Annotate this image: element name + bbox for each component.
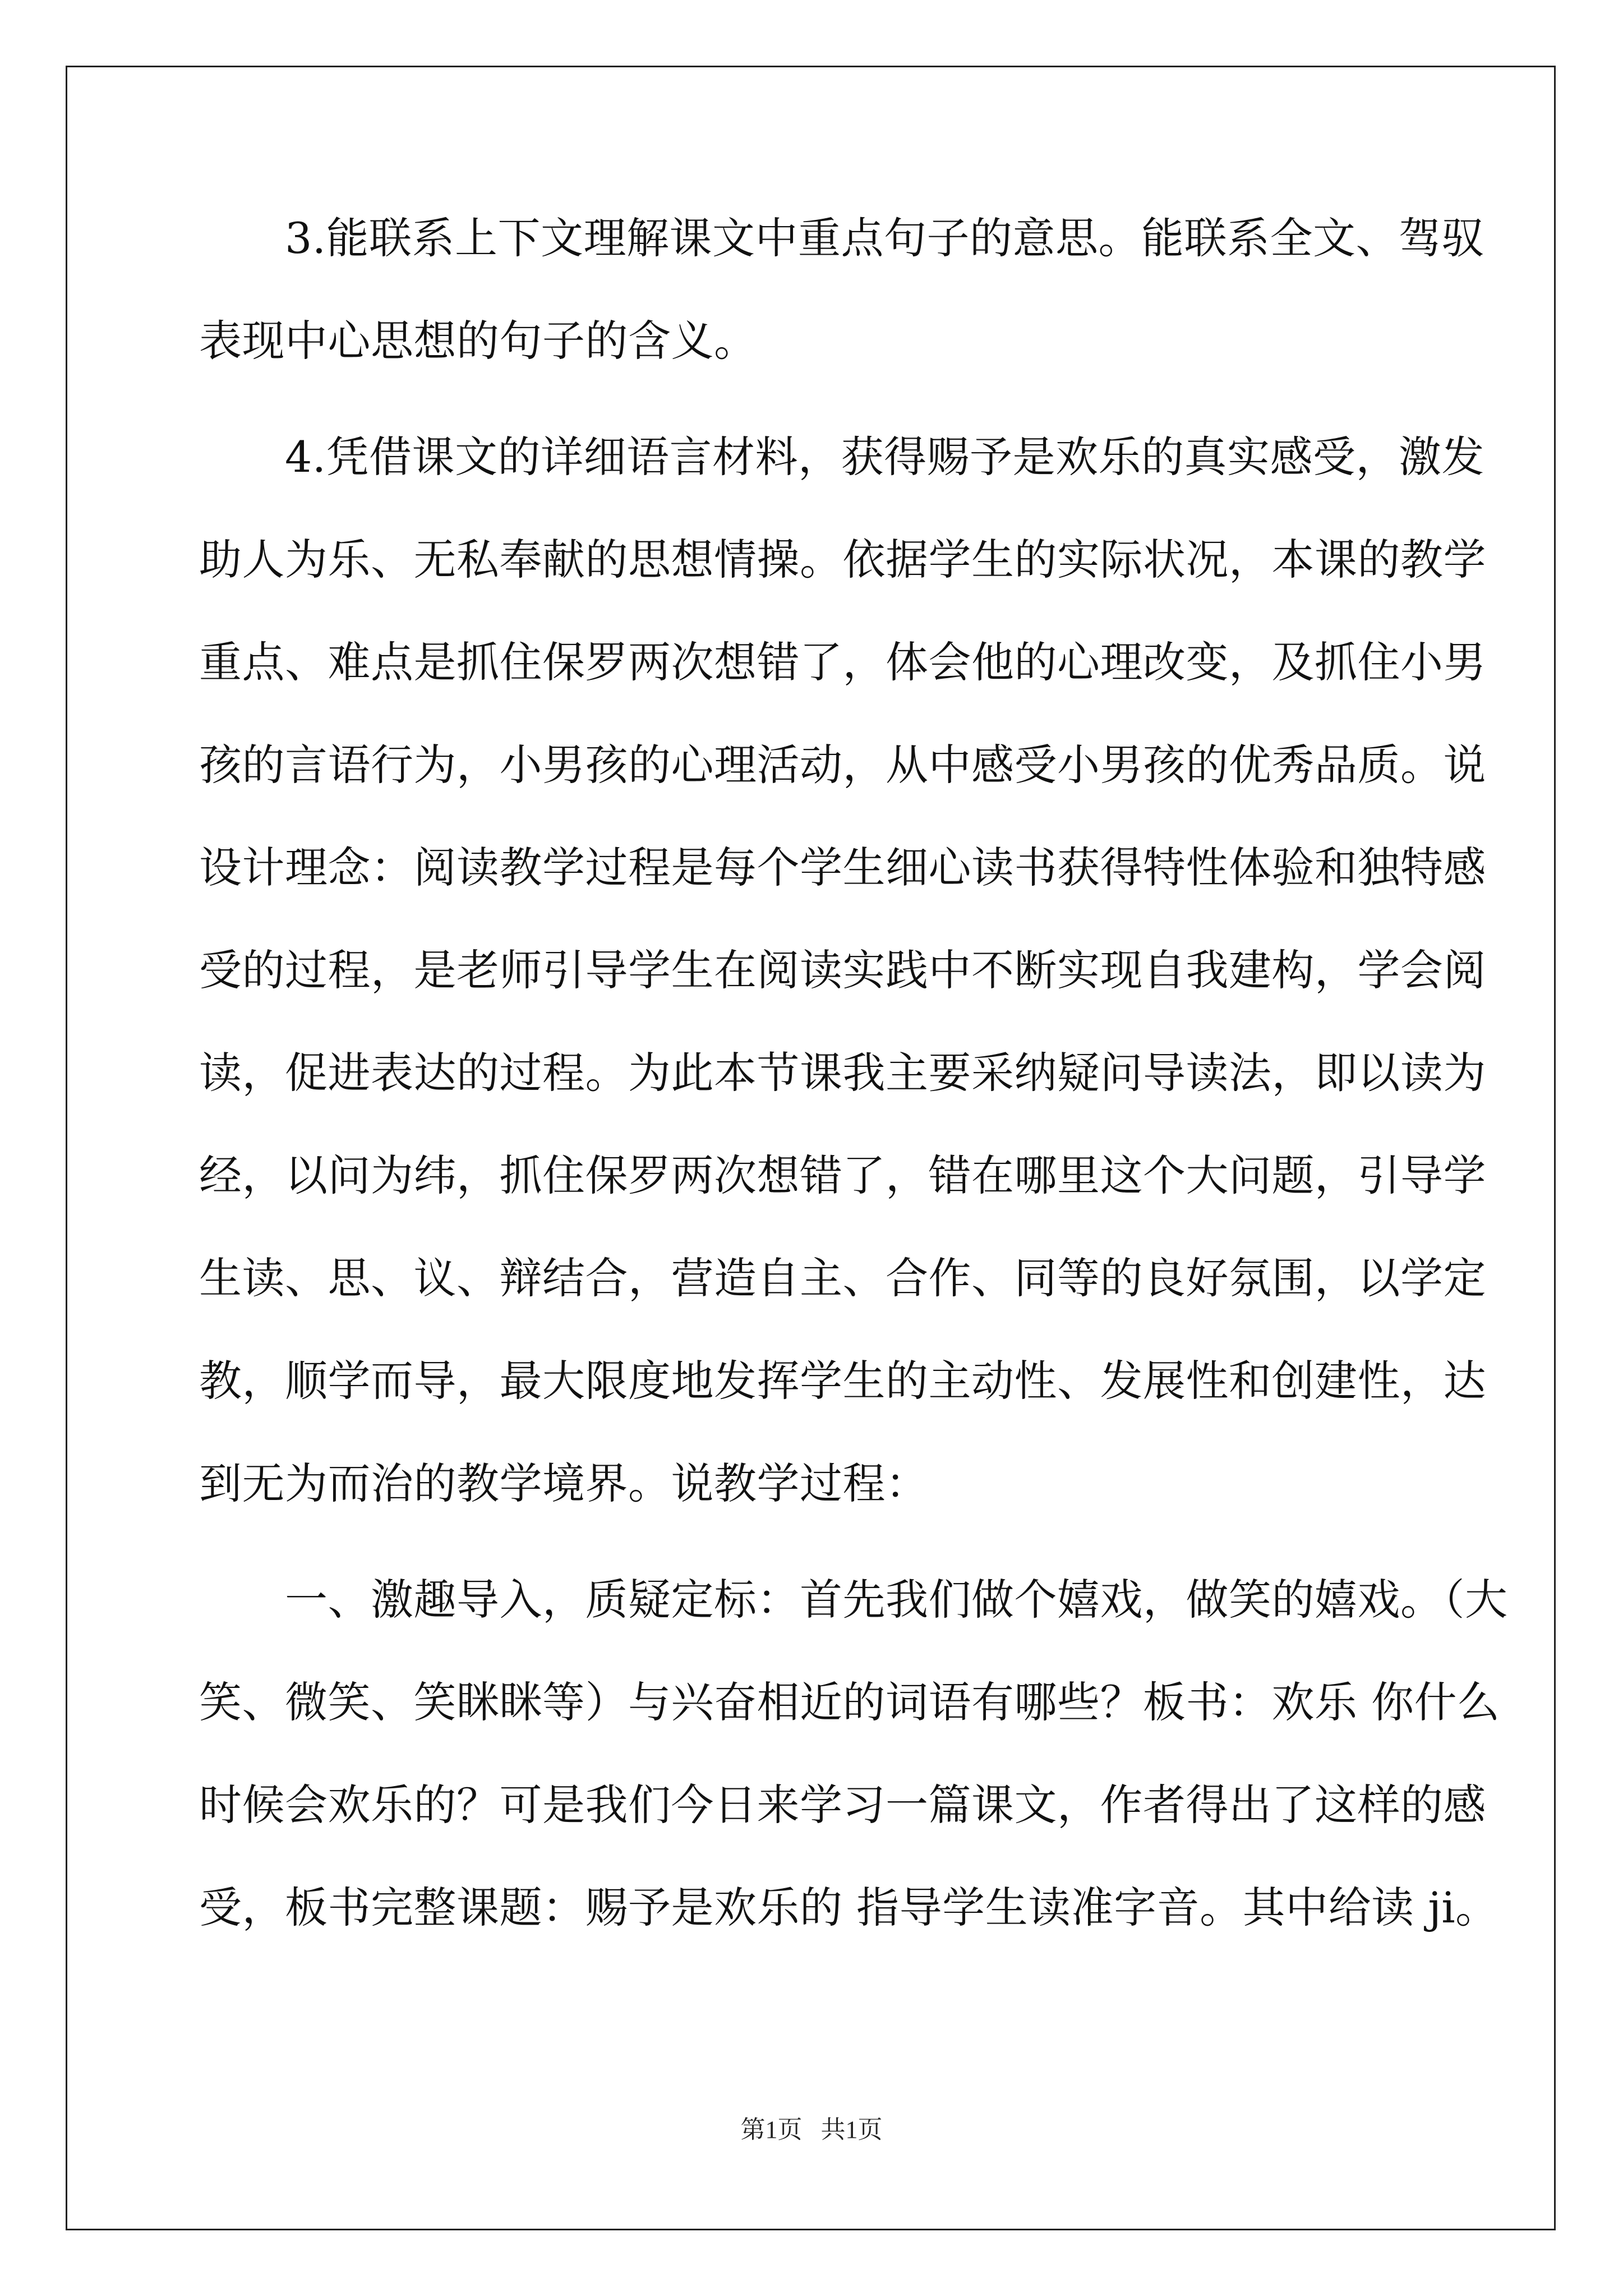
text-line: 教，顺学而导，最大限度地发挥学生的主动性、发展性和创建性，达 — [199, 1356, 1486, 1406]
text-line: 受，板书完整课题：赐予是欢乐的 指导学生读准字音。其中给读 ji。 — [199, 1883, 1498, 1932]
text-line: 一、激趣导入，质疑定标：首先我们做个嬉戏，做笑的嬉戏。（大 — [199, 1575, 1508, 1625]
text-line: 设计理念：阅读教学过程是每个学生细心读书获得特性体验和独特感 — [199, 843, 1486, 892]
text-line: 3.能联系上下文理解课文中重点句子的意思。能联系全文、驾驭 — [199, 213, 1485, 263]
text-line: 重点、难点是抓住保罗两次想错了，体会他的心理改变，及抓住小男 — [199, 637, 1486, 687]
page-footer — [0, 2109, 1623, 2145]
text-line: 到无为而治的教学境界。说教学过程： — [199, 1458, 929, 1508]
text-line: 时候会欢乐的？可是我们今日来学习一篇课文，作者得出了这样的感 — [199, 1780, 1486, 1830]
text-line: 表现中心思想的句子的含义。 — [199, 316, 757, 366]
text-line: 受的过程，是老师引导学生在阅读实践中不断实现自我建构，学会阅 — [199, 945, 1486, 995]
text-line: 经，以问为纬，抓住保罗两次想错了，错在哪里这个大问题，引导学 — [199, 1151, 1486, 1200]
text-line: 读，促进表达的过程。为此本节课我主要采纳疑问导读法，即以读为 — [199, 1048, 1486, 1098]
text-line: 笑、微笑、笑眯眯等）与兴奋相近的词语有哪些？板书：欢乐 你什么 — [199, 1677, 1500, 1727]
text-line: 生读、思、议、辩结合，营造自主、合作、同等的良好氛围，以学定 — [199, 1253, 1486, 1303]
text-line: 助人为乐、无私奉献的思想情操。依据学生的实际状况，本课的教学 — [199, 535, 1486, 585]
text-line: 4.凭借课文的详细语言材料，获得赐予是欢乐的真实感受，激发 — [199, 432, 1485, 482]
page-total: 共1页 — [820, 2116, 883, 2143]
page-number: 第1页 — [740, 2116, 803, 2143]
text-line: 孩的言语行为，小男孩的心理活动，从中感受小男孩的优秀品质。说 — [199, 740, 1486, 790]
